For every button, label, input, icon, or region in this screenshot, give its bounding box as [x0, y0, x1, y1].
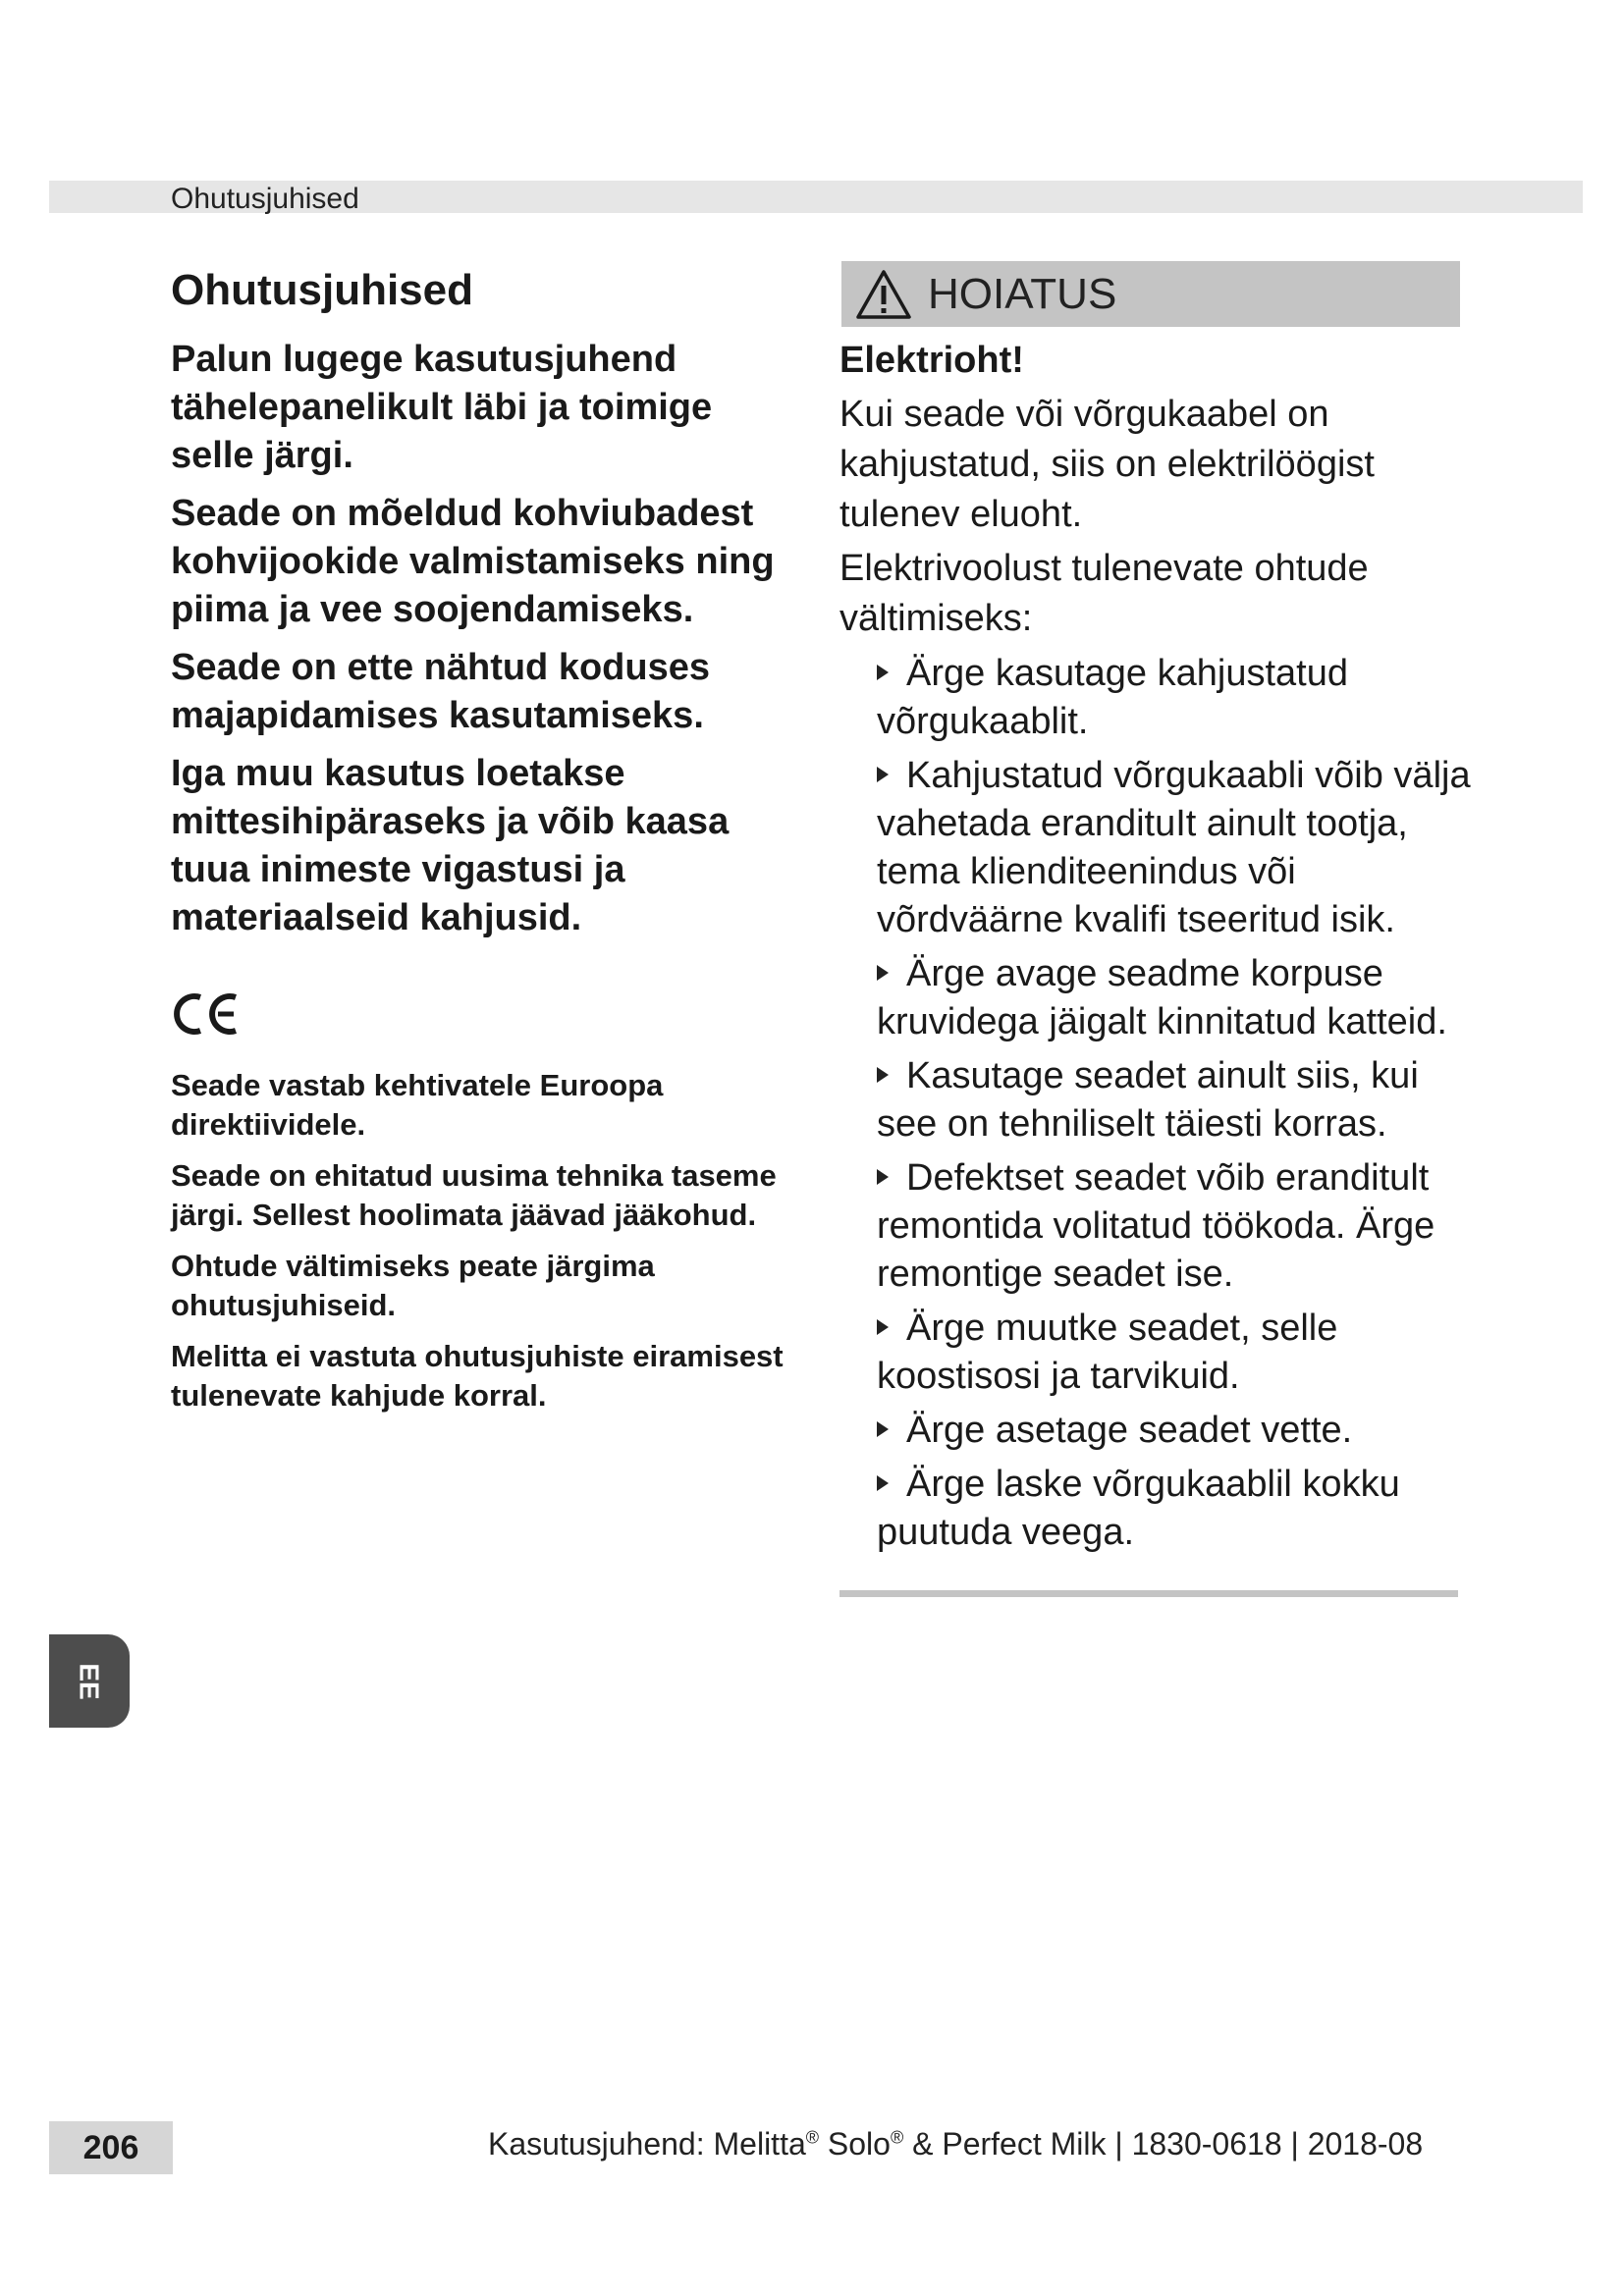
list-item: Defektset seadet võib eranditult remontida volitatud töökoda. Ärge remontige seadet ise.	[877, 1157, 1435, 1295]
bullet-arrow-icon	[877, 767, 889, 782]
warning-list	[839, 650, 1488, 1557]
bullet-arrow-icon	[877, 1319, 889, 1335]
page-number: 206	[49, 2121, 173, 2174]
list-item: Kahjustatud võrgukaabli võib välja vahetada erandituIt ainult tootja, tema klienditeenindus või võrdväärne kvalifi tseeritud isik.	[877, 755, 1471, 940]
bullet-arrow-icon	[877, 1169, 889, 1185]
intro-paragraph: Iga muu kasutus loetakse mittesihipäraseks ja võib kaasa tuua inimeste vigastusi ja materiaalseid kahjusid.	[171, 753, 730, 938]
note-paragraph: Seade vastab kehtivatele Euroopa direktiividele.	[171, 1068, 664, 1142]
compliance-notes	[171, 1066, 799, 1415]
intro-paragraph: Seade on mõeldud kohviubadest kohvijookide valmistamiseks ning piima ja vee soojendamiseks.	[171, 493, 775, 630]
warning-body	[839, 337, 1488, 1563]
footer-text: Kasutusjuhend: Melitta® Solo® & Perfect Milk | 1830-0618 | 2018-08	[488, 2126, 1424, 2162]
note-paragraph: Seade on ehitatud uusima tehnika taseme järgi. Sellest hoolimata jäävad jääkohud.	[171, 1158, 777, 1232]
language-tab	[49, 1634, 130, 1728]
note-paragraph: Ohtude vältimiseks peate järgima ohutusjuhiseid.	[171, 1249, 655, 1322]
bullet-arrow-icon	[877, 1421, 889, 1437]
note-paragraph: Melitta ei vastuta ohutusjuhiste eiramisest tulenevate kahjude korral.	[171, 1339, 784, 1413]
warning-title: HOIATUS	[928, 269, 1117, 318]
ce-mark-icon	[171, 989, 242, 1039]
warning-bottom-rule	[839, 1590, 1458, 1597]
language-tab-label: EE	[74, 1662, 105, 1700]
list-item: Kasutage seadet ainult siis, kui see on tehniliselt täiesti korras.	[877, 1055, 1419, 1145]
bullet-arrow-icon	[877, 1475, 889, 1491]
list-item: Ärge laske võrgukaablil kokku puutuda veega.	[877, 1464, 1400, 1553]
bullet-arrow-icon	[877, 665, 889, 680]
warning-triangle-icon	[855, 269, 912, 320]
bullet-arrow-icon	[877, 965, 889, 981]
warning-text: Kui seade või võrgukaabel on kahjustatud, siis on elektrilöögist tulenev eluoht.	[839, 394, 1375, 535]
warning-subtitle: Elektrioht!	[839, 340, 1024, 381]
page-title: Ohutusjuhised	[171, 266, 473, 314]
intro-paragraphs	[171, 336, 799, 942]
list-item: Ärge kasutage kahjustatud võrgukaablit.	[877, 653, 1348, 742]
warning-header	[841, 261, 1460, 327]
left-column	[171, 265, 799, 1427]
list-item: Ärge avage seadme korpuse kruvidega jäigalt kinnitatud katteid.	[877, 953, 1447, 1042]
bullet-arrow-icon	[877, 1067, 889, 1083]
list-item: Ärge muutke seadet, selle koostisosi ja tarvikuid.	[877, 1308, 1338, 1397]
intro-paragraph: Seade on ette nähtud koduses majapidamises kasutamiseks.	[171, 647, 710, 736]
warning-text: Elektrivoolust tulenevate ohtude vältimiseks:	[839, 548, 1369, 639]
intro-paragraph: Palun lugege kasutusjuhend tähelepanelikult läbi ja toimige selle järgi.	[171, 339, 713, 476]
list-item: Ärge asetage seadet vette.	[877, 1407, 1488, 1455]
section-header: Ohutusjuhised	[171, 183, 359, 215]
